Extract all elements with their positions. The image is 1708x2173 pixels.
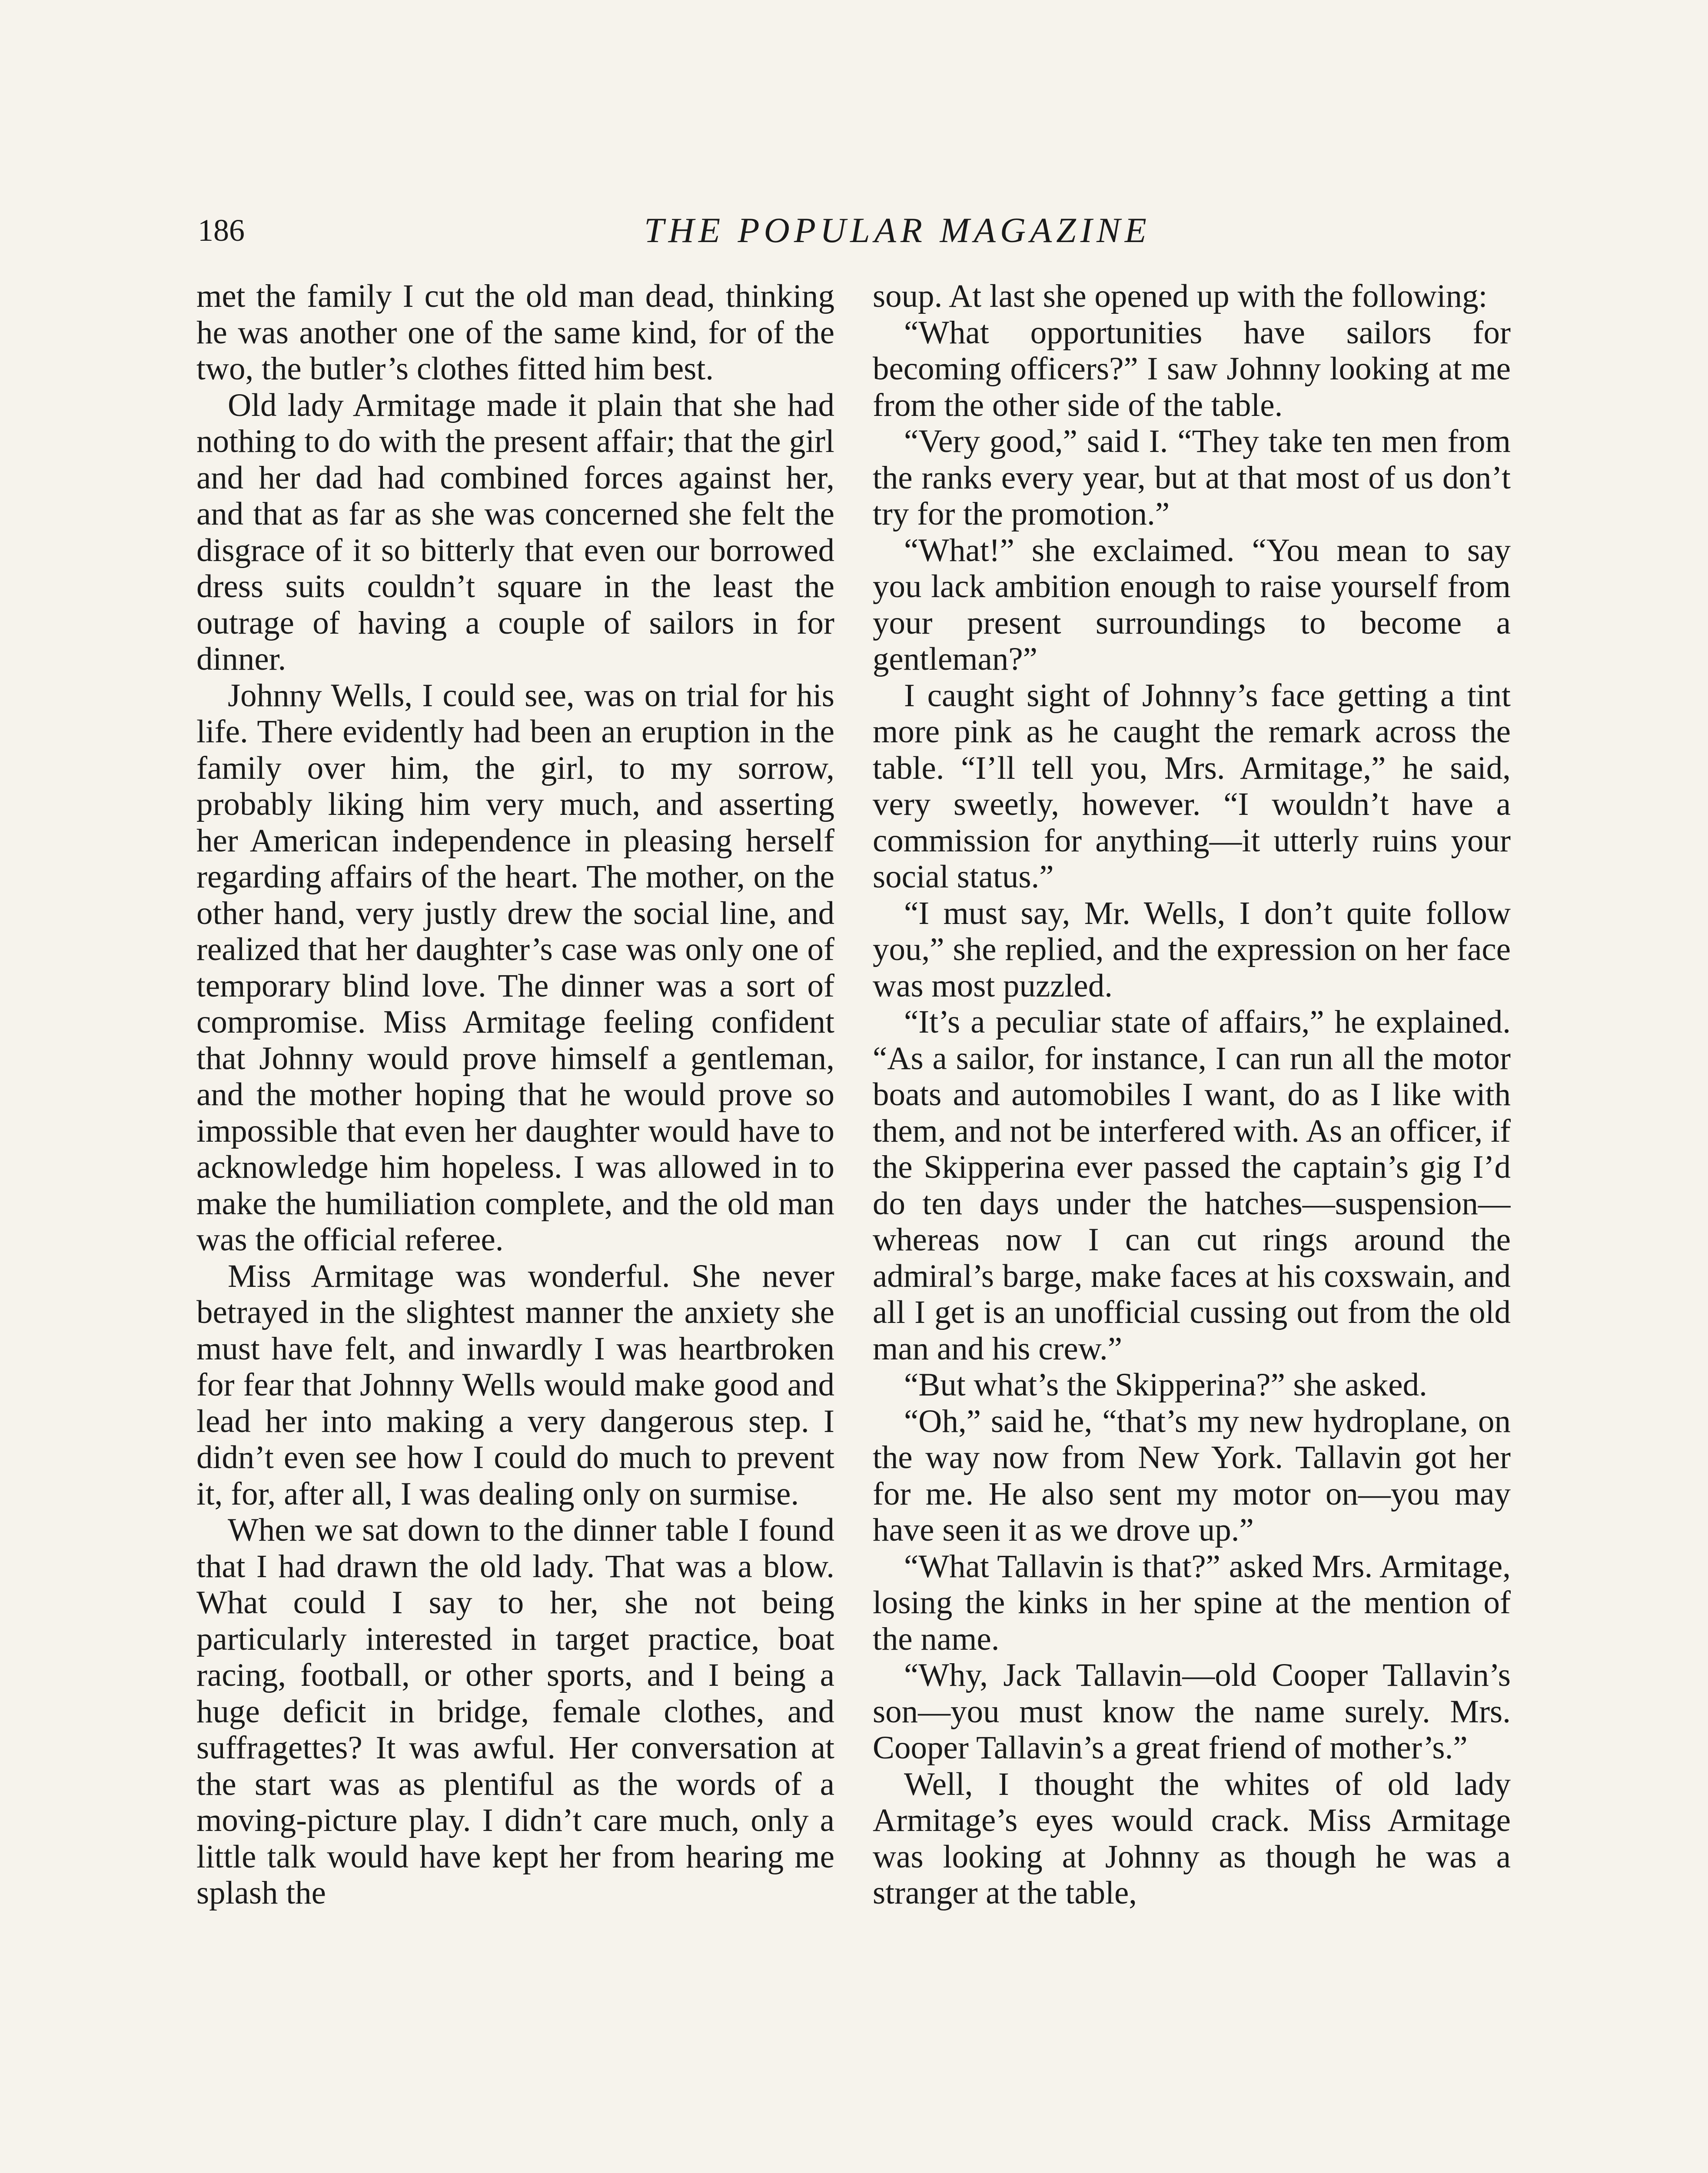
right-column [873,278,1511,2173]
magazine-title: THE POPULAR MAGAZINE [644,210,1151,250]
paragraph: I caught sight of Johnny’s face getting a tint more pink as he caught the remark across the table. “I’ll tell you, Mrs. Armitage,” he said, very sweetly, however. “I wouldn’t have a commission for anything—it utterly ruins your social status.” [873,677,1511,895]
page-header [0,204,1708,256]
paragraph: “But what’s the Skipperina?” she asked. [904,1367,1427,1403]
paragraph: “Why, Jack Tallavin—old Cooper Tallavin’s son—you must know the name surely. Mrs. Cooper Tallavin’s a great friend of mother’s.” [873,1657,1511,1766]
paragraph: “It’s a peculiar state of affairs,” he explained. “As a sailor, for instance, I can run all the motor boats and automobiles I want, do as I like with them, and not be interfered with. As an officer, if the Skipperina ever passed the captain’s gig I’d do ten days under the hatches—suspension—whereas now I can cut rings around the admiral’s barge, make faces at his coxswain, and all I get is an unofficial cussing out from the old man and his crew.” [873,1004,1511,1367]
paragraph: Johnny Wells, I could see, was on trial for his life. There evidently had been an eruption in the family over him, the girl, to my sorrow, probably liking him very much, and asserting her American independence in pleasing herself regarding affairs of the heart. The mother, on the other hand, very justly drew the social line, and realized that her daughter’s case was only one of temporary blind love. The dinner was a sort of compromise. Miss Armitage feeling confident that Johnny would prove himself a gentleman, and the mother hoping that he would prove so impossible that even her daughter would have to acknowledge him hopeless. I was allowed in to make the humiliation complete, and the old man was the official referee. [196,677,834,1258]
paragraph: When we sat down to the dinner table I found that I had drawn the old lady. That was a blow. What could I say to her, she not being particularly interested in target practice, boat racing, football, or other sports, and I being a huge deficit in bridge, female clothes, and suffragettes? It was awful. Her conversation at the start was as plentiful as the words of a moving-picture play. I didn’t care much, only a little talk would have kept her from hearing me splash the [196,1512,834,1911]
paragraph: “Very good,” said I. “They take ten men from the ranks every year, but at that most of us don’t try for the promotion.” [873,423,1511,532]
paragraph: soup. At last she opened up with the following: [873,278,1488,314]
left-column [196,278,834,2173]
paragraph: Old lady Armitage made it plain that she had nothing to do with the present affair; that the girl and her dad had combined forces against her, and that as far as she was concerned she felt the disgrace of it so bitterly that even our borrowed dress suits couldn’t square in the least the outrage of having a couple of sailors in for dinner. [196,387,834,677]
paragraph: “What Tallavin is that?” asked Mrs. Armitage, losing the kinks in her spine at the mention of the name. [873,1548,1511,1657]
paragraph: Well, I thought the whites of old lady Armitage’s eyes would crack. Miss Armitage was looking at Johnny as though he was a stranger at the table, [873,1766,1511,1911]
paragraph: “What opportunities have sailors for becoming officers?” I saw Johnny looking at me from the other side of the table. [873,314,1511,423]
paragraph: “I must say, Mr. Wells, I don’t quite follow you,” she replied, and the expression on her face was most puzzled. [873,895,1511,1004]
paragraph: met the family I cut the old man dead, thinking he was another one of the same kind, for of the two, the butler’s clothes fitted him best. [196,278,834,387]
paragraph: Miss Armitage was wonderful. She never betrayed in the slightest manner the anxiety she must have felt, and inwardly I was heartbroken for fear that Johnny Wells would make good and lead her into making a very dangerous step. I didn’t even see how I could do much to prevent it, for, after all, I was dealing only on surmise. [196,1258,834,1512]
paragraph: “What!” she exclaimed. “You mean to say you lack ambition enough to raise yourself from your present surroundings to become a gentleman?” [873,532,1511,677]
page-number: 186 [198,213,245,248]
paragraph: “Oh,” said he, “that’s my new hydroplane, on the way now from New York. Tallavin got her for me. He also sent my motor on—you may have seen it as we drove up.” [873,1403,1511,1548]
